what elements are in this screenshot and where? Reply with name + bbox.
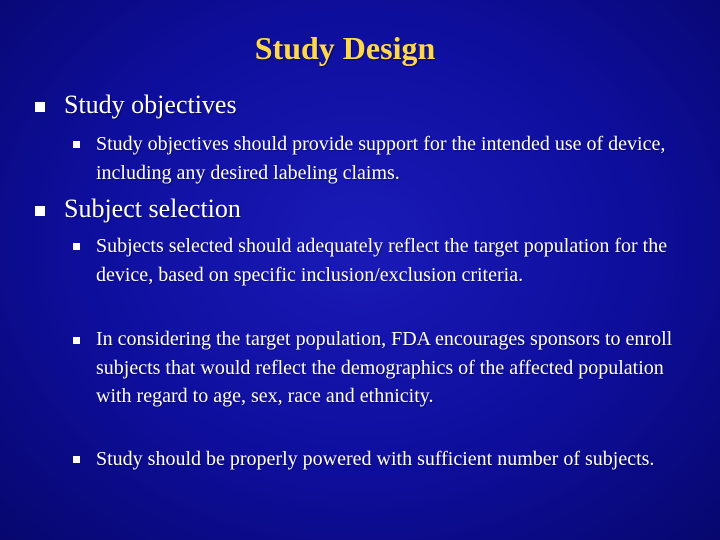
square-bullet-icon [73,243,80,250]
bullet-item: Study should be properly powered with sufficient number of subjects. [96,448,655,470]
section-heading-study-objectives: Study objectives [64,90,237,119]
square-bullet-icon [35,102,45,112]
section-heading-subject-selection: Subject selection [64,194,241,223]
bullet-item: In considering the target population, FDA encourages sponsors to enroll subjects that would reflect the demographics of the affected population with regard to age, sex, race and ethnicity. [96,328,673,407]
square-bullet-icon [73,141,80,148]
square-bullet-icon [35,206,45,216]
slide-title: Study Design [254,30,436,66]
bullet-item: Study objectives should provide support for the intended use of device, including any desired labeling claims. [96,133,666,184]
square-bullet-icon [73,337,80,344]
square-bullet-icon [73,456,80,463]
bullet-item: Subjects selected should adequately reflect the target population for the device, based on specific inclusion/exclusion criteria. [96,235,668,286]
